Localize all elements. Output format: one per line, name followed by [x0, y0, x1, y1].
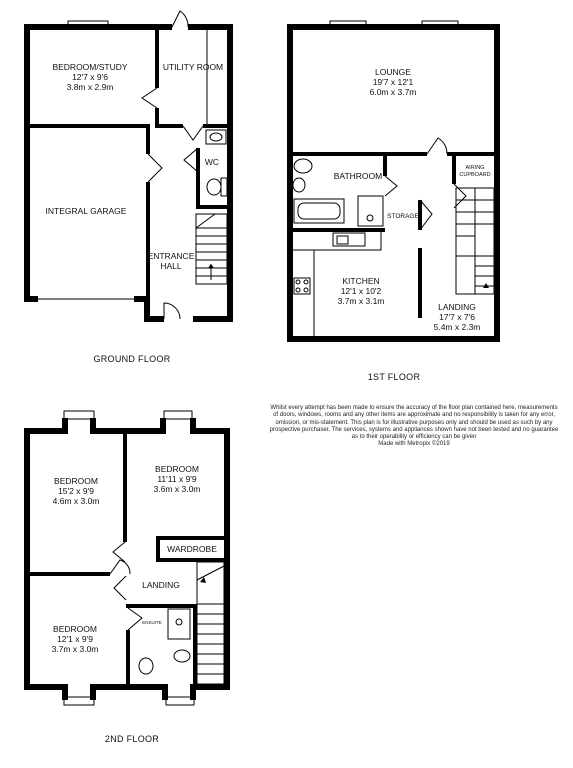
second-wall-bay-bl — [62, 684, 68, 700]
first-wall-bathroom-bottom — [287, 228, 385, 232]
ground-wall-utility-bottom — [155, 124, 183, 128]
first-bathroom-name: BATHROOM — [333, 171, 383, 181]
disclaimer-line: of doors, windows, rooms and any other items are approximate and no responsibility is taken for any error, — [273, 412, 555, 419]
first-landing-name: LANDING — [438, 302, 476, 312]
disclaimer-line: as to their operability or efficiency can be given — [351, 434, 477, 441]
second-wall-ensuite-top — [126, 604, 194, 608]
ground-wall-utility-bottom-r — [203, 124, 231, 128]
ground-bedroom-study-imperial: 12'7 x 9'6 — [72, 72, 108, 82]
second-bedroom-bottom-imperial: 12'1 x 9'9 — [57, 634, 93, 644]
second-door-right-swing — [113, 542, 125, 562]
ground-hall-name-1: ENTRANCE — [147, 251, 195, 261]
second-wall-bedroom-left-bottom — [24, 572, 110, 576]
first-basin — [293, 178, 305, 192]
disclaimer-text — [255, 405, 573, 449]
second-bedroom-right-imperial: 11'11 x 9'9 — [157, 474, 197, 484]
first-door-bathroom-swing — [385, 176, 397, 196]
second-bedroom-left-imperial: 15'2 x 9'9 — [58, 486, 94, 496]
ground-wall-bedroom-bottom — [24, 124, 150, 128]
first-kitchen-name: KITCHEN — [342, 276, 380, 286]
first-kitchen-imperial: 12'1 x 10'2 — [340, 286, 382, 296]
second-wall-bottom-right — [194, 684, 230, 690]
first-stairs — [456, 188, 494, 294]
ground-utility-name: UTILITY ROOM — [162, 62, 224, 72]
ground-floor-plan — [24, 11, 233, 364]
first-shower — [358, 196, 383, 226]
second-door-bottom-swing — [114, 576, 126, 600]
second-floor-plan — [24, 411, 230, 744]
ground-wall-bedroom-right — [155, 28, 159, 88]
first-lounge-name: LOUNGE — [375, 67, 411, 77]
second-wall-bedroom-right-bottom — [156, 536, 230, 540]
first-wall-kitchen-right — [418, 248, 422, 318]
second-door-left-swing — [110, 560, 130, 574]
second-wall-bay-bl2 — [90, 684, 96, 700]
ground-wc-basin — [206, 130, 226, 144]
first-toilet — [294, 159, 312, 173]
second-bedroom-left-metric: 4.6m x 3.0m — [52, 496, 100, 506]
second-ensuite-basin — [174, 650, 190, 662]
ground-bedroom-study-name: BEDROOM/STUDY — [52, 62, 128, 72]
ground-wc-basin-bowl — [210, 133, 222, 141]
second-wall-bay-left — [62, 418, 68, 434]
first-landing-metric: 5.4m x 2.3m — [433, 322, 481, 332]
second-floor-title: 2ND FLOOR — [104, 734, 160, 744]
second-door-ensuite-swing — [128, 608, 142, 630]
first-wall-airing-left — [452, 152, 456, 184]
second-ensuite-shower — [168, 609, 190, 639]
ground-wc-name: WC — [204, 157, 220, 167]
second-wall-bay-br — [162, 684, 168, 700]
first-floor-title: 1ST FLOOR — [367, 372, 421, 382]
first-wall-bottom — [287, 336, 500, 342]
second-wall-bedroom-divider — [123, 428, 127, 542]
second-landing-name: LANDING — [142, 580, 180, 590]
ground-garage-name: INTEGRAL GARAGE — [45, 206, 127, 216]
second-bedroom-bottom-metric: 3.7m x 3.0m — [51, 644, 99, 654]
second-window-bottom-left — [64, 697, 94, 705]
first-airing-name-2: CUPBOARD — [459, 172, 491, 178]
first-landing-imperial: 17'7 x 7'6 — [439, 312, 475, 322]
ground-wall-bottom-left — [24, 296, 38, 302]
first-lounge-metric: 6.0m x 3.7m — [369, 87, 417, 97]
second-window-bottom-right — [166, 697, 194, 705]
ground-door-wc-swing — [184, 148, 198, 172]
first-wall-right — [494, 24, 500, 342]
ground-wall-right — [227, 24, 233, 322]
second-ensuite-toilet — [139, 658, 153, 674]
ground-bedroom-study-metric: 3.8m x 2.9m — [66, 82, 114, 92]
second-wall-left — [24, 428, 30, 690]
second-wall-wardrobe-bottom — [156, 558, 230, 562]
ground-stairs — [196, 214, 227, 284]
first-storage-name: STORAGE — [387, 213, 419, 220]
ground-wall-bottom-right2 — [193, 316, 233, 322]
ground-floor-title: GROUND FLOOR — [93, 354, 171, 364]
second-bedroom-right-metric: 3.6m x 3.0m — [153, 484, 201, 494]
disclaimer-line: omission, or mis-statement. This plan is for illustrative purposes only and should be used as such by any — [275, 419, 553, 426]
ground-wall-wc-left — [196, 148, 200, 208]
ground-wall-garage-right — [146, 124, 150, 154]
second-bedroom-right-name: BEDROOM — [155, 464, 199, 474]
second-wall-bay-right2 — [190, 418, 196, 434]
disclaimer-line: prospective purchaser. The services, systems and appliances shown have not been tested and no guarantee — [269, 426, 559, 433]
first-floor-plan — [287, 21, 500, 382]
first-lounge-imperial: 19'7 x 12'1 — [372, 77, 414, 87]
ground-wall-garage-right-low — [146, 182, 150, 302]
ground-door-utility-swing — [172, 11, 188, 27]
ground-door-utility-hall-swing — [183, 126, 203, 140]
disclaimer-credit: Made with Metropix ©2019 — [378, 441, 450, 448]
second-wall-ensuite-right — [193, 604, 197, 690]
first-wall-bathroom-right — [383, 152, 387, 176]
ground-hall-name-2: HALL — [160, 261, 182, 271]
first-wall-top — [287, 24, 500, 30]
second-window-top-right — [164, 411, 192, 419]
second-wall-bottom-left — [24, 684, 64, 690]
ground-door-bedroom-swing — [142, 88, 157, 108]
first-wall-lounge-bottom-left — [287, 152, 427, 156]
ground-wc-cistern — [221, 178, 227, 196]
second-ensuite-name: ENSUITE — [142, 620, 162, 625]
second-wall-bay-left2 — [90, 418, 96, 434]
ground-door-front-swing — [164, 303, 180, 319]
second-wall-bay-right — [160, 418, 166, 434]
first-airing-name-1: AIRING — [465, 165, 485, 171]
second-stairs — [197, 562, 224, 684]
ground-door-garage-swing — [148, 154, 162, 182]
second-bedroom-left-name: BEDROOM — [54, 476, 98, 486]
second-bedroom-bottom-name: BEDROOM — [53, 624, 97, 634]
ground-wall-top-right — [188, 24, 233, 30]
ground-wall-bottom-right — [144, 316, 164, 322]
second-wall-ensuite-left — [126, 630, 130, 690]
disclaimer-line: Whilst every attempt has been made to ensure the accuracy of the floor plan contained here, measurements — [270, 405, 558, 411]
first-kitchen-metric: 3.7m x 3.1m — [337, 296, 385, 306]
ground-wc-toilet — [207, 179, 221, 195]
first-door-lounge-swing — [427, 138, 447, 154]
second-window-top-left — [64, 411, 94, 419]
second-wardrobe-name: WARDROBE — [167, 544, 217, 554]
second-wall-top-mid — [94, 428, 162, 434]
ground-wall-left — [24, 24, 30, 302]
ground-wall-wc-bottom — [196, 205, 231, 209]
first-wall-left — [287, 24, 293, 342]
